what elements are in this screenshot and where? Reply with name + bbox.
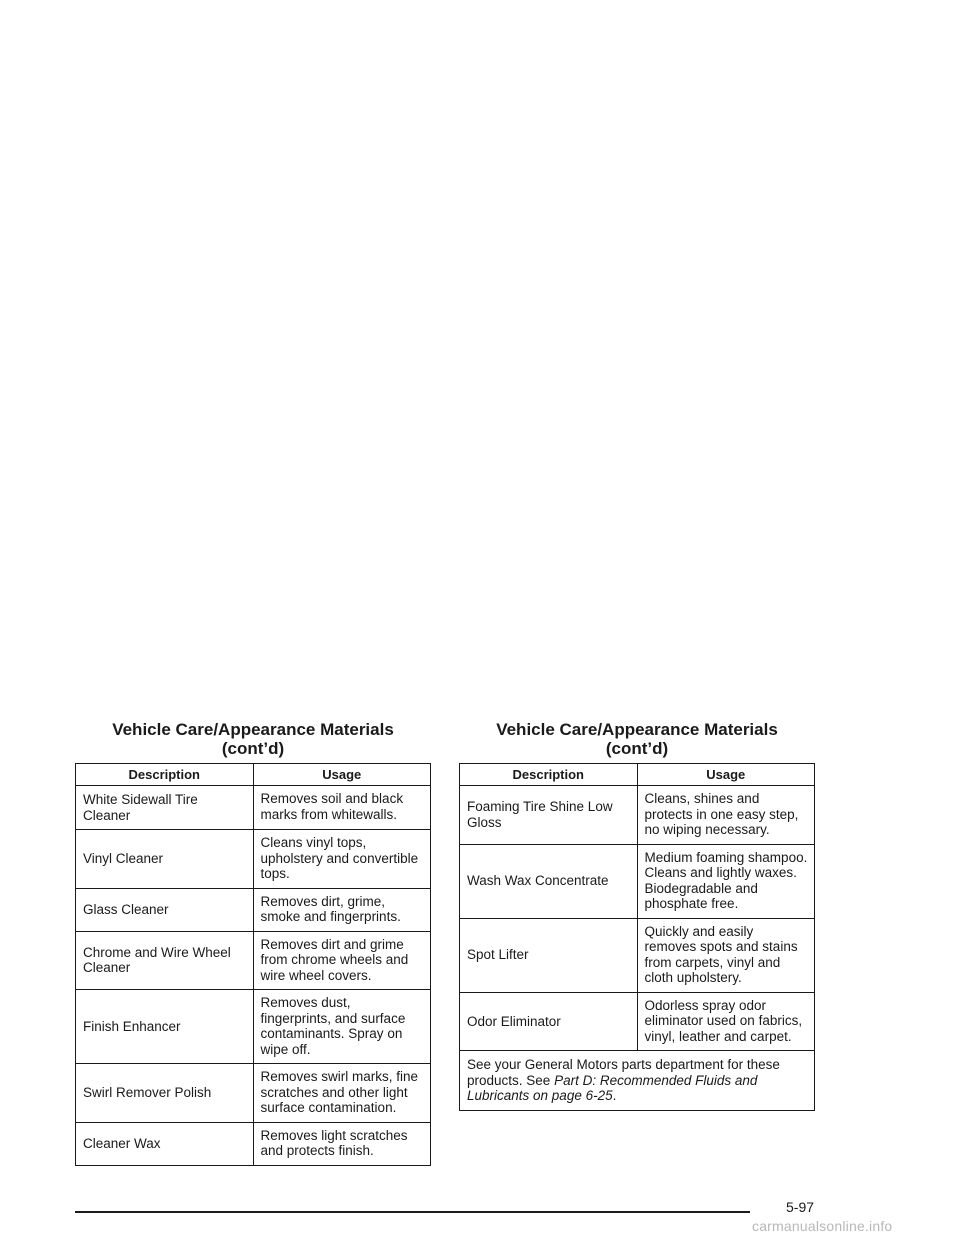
description-cell: Cleaner Wax — [76, 1122, 254, 1165]
parts-note — [460, 1051, 815, 1111]
usage-cell: Quickly and easily removes spots and stains from carpets, vinyl and cloth upholstery. — [637, 918, 815, 992]
table-row — [76, 931, 431, 990]
left-title-line1: Vehicle Care/Appearance Materials — [112, 720, 394, 739]
page-number: 5-97 — [786, 1199, 815, 1215]
right-title-line2: (cont’d) — [605, 739, 669, 758]
description-cell: Wash Wax Concentrate — [460, 844, 638, 918]
note-end: . — [612, 1088, 617, 1103]
right-section-title — [459, 720, 815, 758]
table-row — [460, 918, 815, 992]
table-row — [76, 830, 431, 889]
left-materials-table — [75, 763, 431, 1166]
usage-header: Usage — [253, 764, 431, 786]
description-cell: Swirl Remover Polish — [76, 1064, 254, 1123]
table-row — [76, 888, 431, 931]
left-title-line2: (cont’d) — [221, 739, 285, 758]
left-section-title — [75, 720, 431, 758]
usage-cell: Removes light scratches and protects finish. — [253, 1122, 431, 1165]
left-materials-section — [75, 720, 431, 1166]
description-cell: Finish Enhancer — [76, 990, 254, 1064]
table-row — [460, 992, 815, 1051]
note-text: See your General Motors parts department for these products. See — [467, 1057, 780, 1088]
usage-cell: Removes swirl marks, fine scratches and other light surface contamination. — [253, 1064, 431, 1123]
usage-cell: Removes dirt and grime from chrome wheels and wire wheel covers. — [253, 931, 431, 990]
table-header-row — [76, 764, 431, 786]
usage-cell: Removes soil and black marks from whitewalls. — [253, 786, 431, 830]
description-header: Description — [460, 764, 638, 786]
right-materials-section — [459, 720, 815, 1111]
watermark: carmanualsonline.info — [752, 1218, 893, 1234]
right-materials-table — [459, 763, 815, 1111]
description-cell: Glass Cleaner — [76, 888, 254, 931]
table-row — [76, 990, 431, 1064]
description-cell: Foaming Tire Shine Low Gloss — [460, 786, 638, 845]
usage-cell: Medium foaming shampoo. Cleans and lightly waxes. Biodegradable and phosphate free. — [637, 844, 815, 918]
description-cell: Vinyl Cleaner — [76, 830, 254, 889]
usage-cell: Removes dirt, grime, smoke and fingerprints. — [253, 888, 431, 931]
footer-rule — [75, 1211, 750, 1213]
description-cell: Spot Lifter — [460, 918, 638, 992]
description-cell: Odor Eliminator — [460, 992, 638, 1051]
table-row — [460, 786, 815, 845]
usage-cell: Odorless spray odor eliminator used on fabrics, vinyl, leather and carpet. — [637, 992, 815, 1051]
right-title-line1: Vehicle Care/Appearance Materials — [496, 720, 778, 739]
usage-cell: Cleans, shines and protects in one easy step, no wiping necessary. — [637, 786, 815, 845]
table-row — [76, 786, 431, 830]
table-row — [460, 844, 815, 918]
table-header-row — [460, 764, 815, 786]
table-note-row — [460, 1051, 815, 1111]
usage-cell: Cleans vinyl tops, upholstery and convertible tops. — [253, 830, 431, 889]
description-cell: Chrome and Wire Wheel Cleaner — [76, 931, 254, 990]
description-header: Description — [76, 764, 254, 786]
fluids-reference-link[interactable]: Part D: Recommended Fluids and Lubricants on page 6-25 — [467, 1072, 758, 1103]
description-cell: White Sidewall Tire Cleaner — [76, 786, 254, 830]
table-row — [76, 1122, 431, 1165]
usage-header: Usage — [637, 764, 815, 786]
usage-cell: Removes dust, fingerprints, and surface contaminants. Spray on wipe off. — [253, 990, 431, 1064]
table-row — [76, 1064, 431, 1123]
